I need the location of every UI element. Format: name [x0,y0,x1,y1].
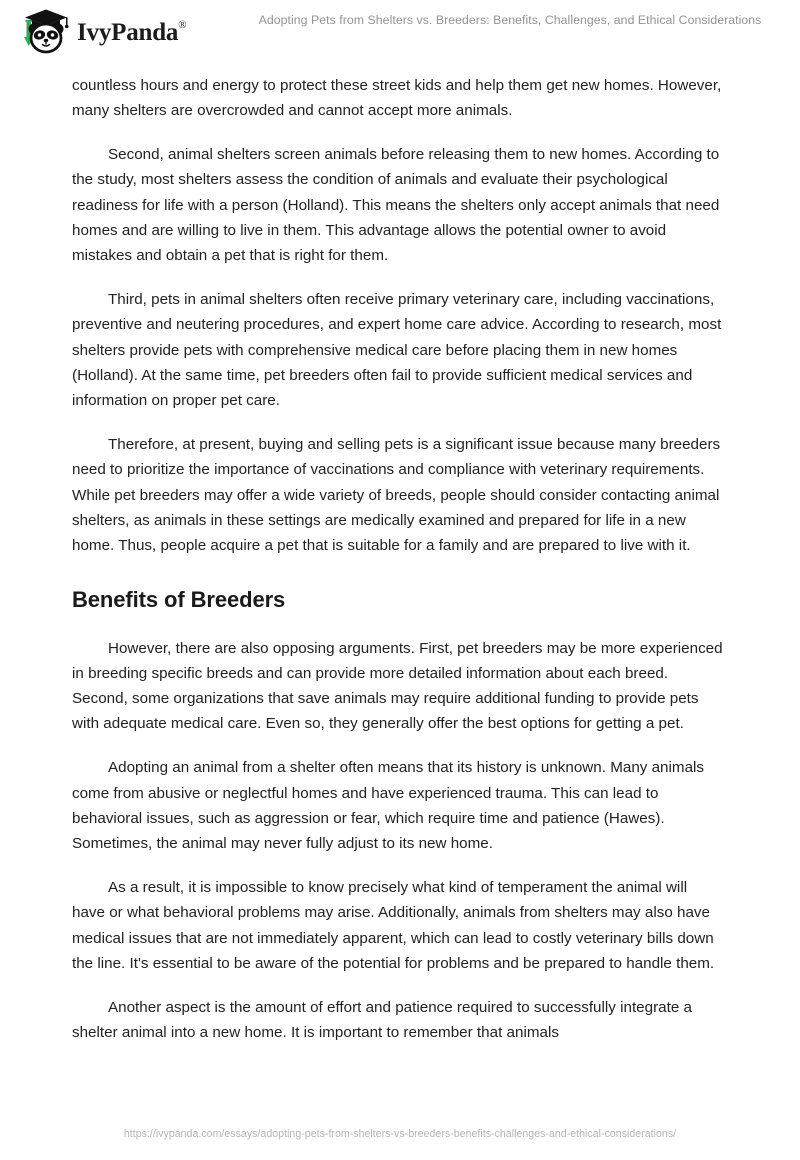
page-footer [0,1124,800,1142]
paragraph: Second, animal shelters screen animals before releasing them to new homes. According to the study, most shelters assess the condition of animals and evaluate their psychological readiness for life with a person (Holland). This means the shelters only accept animals that need homes and are willing to live in them. This advantage allows the potential owner to avoid mistakes and obtain a pet that is right for them. [72,146,720,265]
document-body [72,73,723,1045]
paragraph: Another aspect is the amount of effort and patience required to successfully integrate a shelter animal into a new home. It is important to remember that animals [72,998,692,1041]
paragraph: Therefore, at present, buying and selling pets is a significant issue because many breeders need to prioritize the importance of vaccinations and compliance with veterinary requirements. While pet breeders may offer a wide variety of breeds, people should consider contacting animal shelters, as animals in these settings are medically examined and prepared for life in a new home. Thus, people acquire a pet that is suitable for a family and are prepared to live with it. [72,436,721,555]
paragraph: countless hours and energy to protect these street kids and help them get new homes. However, many shelters are overcrowded and cannot accept more animals. [72,77,722,120]
brand-name-text: IvyPanda [77,18,179,46]
registered-trademark-symbol: ® [178,19,187,32]
ivypanda-graduate-panda-logo-icon [22,8,70,54]
paragraph: Adopting an animal from a shelter often means that its history is unknown. Many animals come from abusive or neglectful homes and have experienced trauma. This can lead to behavioral issues, such as aggression or fear, which require time and patience (Hawes). Sometimes, the animal may never fully adjust to its new home. [72,759,705,853]
paragraph: As a result, it is impossible to know precisely what kind of temperament the animal will have or what behavioral problems may arise. Additionally, animals from shelters may also have medical issues that are not immediately apparent, which can lead to costly veterinary bills down the line. It's essential to be aware of the potential for problems and be prepared to handle them. [72,878,715,972]
brand-name [77,20,186,45]
page-header [0,0,800,62]
brand-logo-lockup[interactable] [22,8,186,54]
paragraph: Third, pets in animal shelters often receive primary veterinary care, including vaccinations, preventive and neutering procedures, and expert home care advice. According to research, most shelters provide pets with comprehensive medical care before placing them in new homes (Holland). At the same time, pet breeders often fail to provide sufficient medical services and information on proper pet care. [72,291,722,410]
document-running-title: Adopting Pets from Shelters vs. Breeders: Benefits, Challenges, and Ethical Considerations [258,13,762,27]
section-heading-benefits-of-breeders: Benefits of Breeders [72,586,286,612]
source-url-link[interactable]: https://ivypanda.com/essays/adopting-pets-from-shelters-vs-breeders-benefits-challenges-and-ethical-considerations/ [123,1128,677,1140]
paragraph: However, there are also opposing arguments. First, pet breeders may be more experienced in breeding specific breeds and can provide more detailed information about each breed. Second, some organizations that save animals may require additional funding to provide pets with adequate medical care. Even so, they generally offer the best options for getting a pet. [72,639,723,733]
